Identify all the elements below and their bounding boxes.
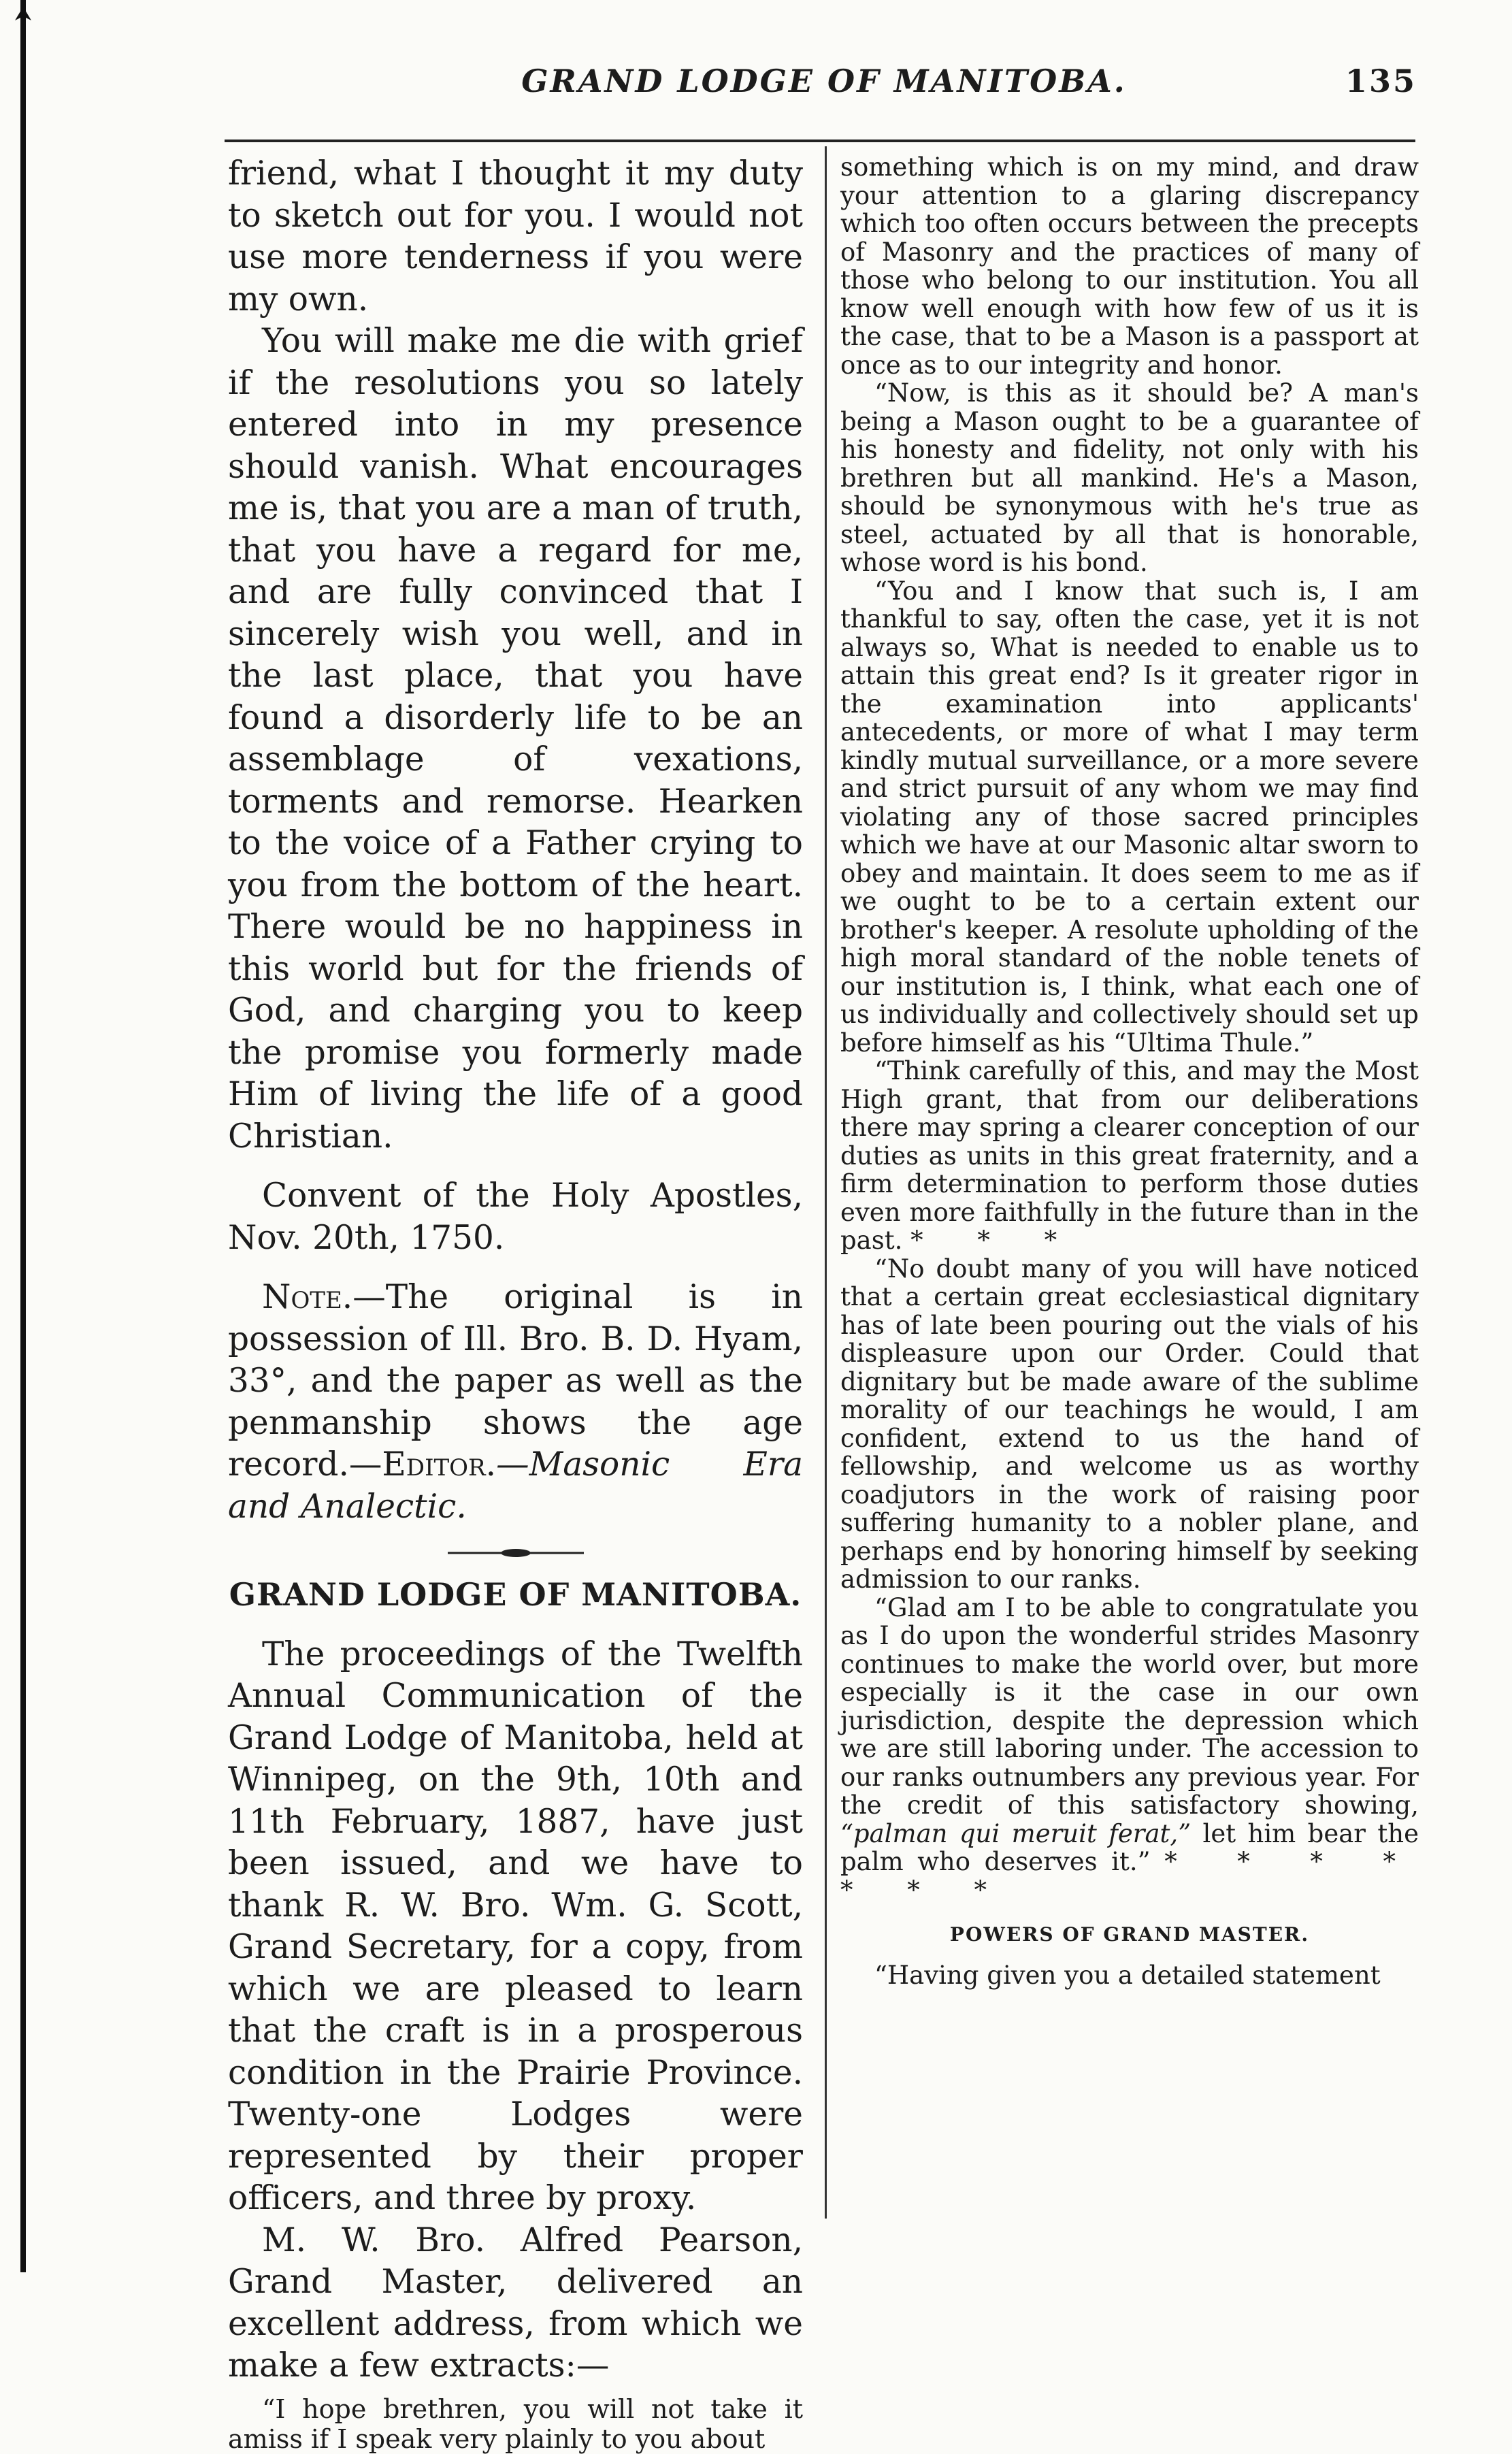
right-column [840,153,1419,1989]
address-paragraph: M. W. Bro. Alfred Pearson, Grand Master, delivered an excellent address, from which we make a few extracts:— [228,2221,803,2385]
right-paragraph-5: “No doubt many of you will have noticed that a certain great ecclesiastical dignitary has of late been pouring out the vials of his displeasure upon our Order. Could that dignitary but be made aware of the sublime morality of our teachings he would, I am confident, extend to us the hand of fellowship, and welcome us as worthy coadjutors in the work of raising poor suffering humanity to a nobler plane, and perhaps end by honoring himself by seeking admission to our ranks. [840,1254,1419,1594]
right-paragraph-3: “You and I know that such is, I am thankful to say, often the case, yet it is not always so, What is needed to enable us to attain this great end? Is it greater rigor in the examination into applicants' antecedents, or more of what I may term kindly mutual surveillance, or a more severe and strict pursuit of any whom we may find violating any of those sacred principles which we have at our Masonic altar sworn to obey and maintain. It does seem to me as if we ought to be to a certain extent our brother's keeper. A resolute upholding of the high moral standard of the noble tenets of our institution is, I think, what each one of us individually and collectively should set up before himself as his “Ultima Thule.” [840,576,1419,1058]
note-text: —The original is in possession of Ill. Bro. B. D. Hyam, 33°, and the paper as well as the penmanship shows the age record.— [228,1278,803,1484]
note-editor: Editor. [382,1445,497,1484]
editor-note [228,1277,803,1528]
asterisks-break: * * * [910,1226,1081,1255]
asterisks-break: * * * * * * * [840,1847,1419,1905]
right-paragraph-6-main: “Glad am I to be able to congratulate you as I do upon the wonderful strides Masonry continues to make the world over, but more especially is it the case in our own jurisdiction, despite the depression which we are still laboring under. The accession to our ranks outnumbers any previous year. For the credit of this satisfactory showing, [840,1592,1419,1820]
right-paragraph-2: “Now, is this as it should be? A man's being a Mason ought to be a guarantee of his honesty and fidelity, not only with his brethren but all mankind. He's a Mason, should be synonymous with he's true as steel, actuated by all that is honorable, whose word is his bond. [840,378,1419,577]
intro-paragraph: The proceedings of the Twelfth Annual Communication of the Grand Lodge of Manitoba, held at Winnipeg, on the 9th, 10th and 11th February, 1887, have just been issued, and we have to thank R. W. Bro. Wm. G. Scott, Grand Secretary, for a copy, from which we are pleased to learn that the craft is in a prosperous condition in the Prairie Province. Twenty-one Lodges were represented by their proper officers, and three by proxy. [228,1635,803,2217]
right-paragraph-4-text: “Think carefully of this, and may the Most High grant, that from our deliberations there may spring a clearer conception of our duties as units in this great fraternity, and a firm determination to perform those duties even more faithfully in the future than in the past. [840,1056,1419,1255]
running-header [231,63,1417,124]
note-source: —Masonic Era and Analectic. [228,1445,803,1526]
column-divider [825,146,827,2219]
final-line: “Having given you a detailed statement [874,1960,1381,1990]
letter-signature: Convent of the Holy Apostles, Nov. 20th, 1750. [228,1177,803,1257]
binding-arrow-icon [10,5,37,33]
right-paragraph-1: something which is on my mind, and draw your attention to a glaring discrepancy which too often occurs between the precepts of Masonry and the practices of many of those who belong to our institution. You all know well enough with how few of us it is the case, that to be a Mason is a passport at once as to our integrity and honor. [840,152,1419,380]
page-number: 135 [1345,63,1417,99]
letter-paragraph-2: You will make me die with grief if the resolutions you so lately entered into in my presence should vanish. What encourages me is, that you are a man of truth, that you have a regard for me, and are fully convinced that I sincerely wish you well, and in the last place, that you have found a disorderly life to be an assemblage of vexations, torments and remorse. Hearken to the voice of a Father crying to you from the bottom of the heart. There would be no happiness in this world but for the friends of God, and charging you to keep the promise you formerly made Him of living the life of a good Christian. [228,322,803,1156]
right-paragraph-6-end: let him bear the palm who deserves it.” [840,1818,1419,1876]
right-paragraph-6 [840,1594,1419,1905]
header-rule [225,140,1415,142]
quote-start: “I hope brethren, you will not take it amiss if I speak very plainly to you about [228,2393,803,2454]
running-title: GRAND LODGE OF MANITOBA. [521,63,1127,99]
latin-phrase: “palman qui meruit ferat,” [840,1818,1191,1848]
left-column [228,153,803,2454]
page-binding-edge [20,0,26,2272]
right-paragraph-4 [840,1057,1419,1255]
note-label: Note. [262,1278,353,1316]
section-divider-ornament [448,1547,584,1559]
section-title: GRAND LODGE OF MANITOBA. [229,1576,802,1613]
letter-paragraph-1: friend, what I thought it my duty to sketch out for you. I would not use more tenderness if you were my own. [228,154,803,318]
subsection-heading: POWERS OF GRAND MASTER. [949,1923,1310,1946]
